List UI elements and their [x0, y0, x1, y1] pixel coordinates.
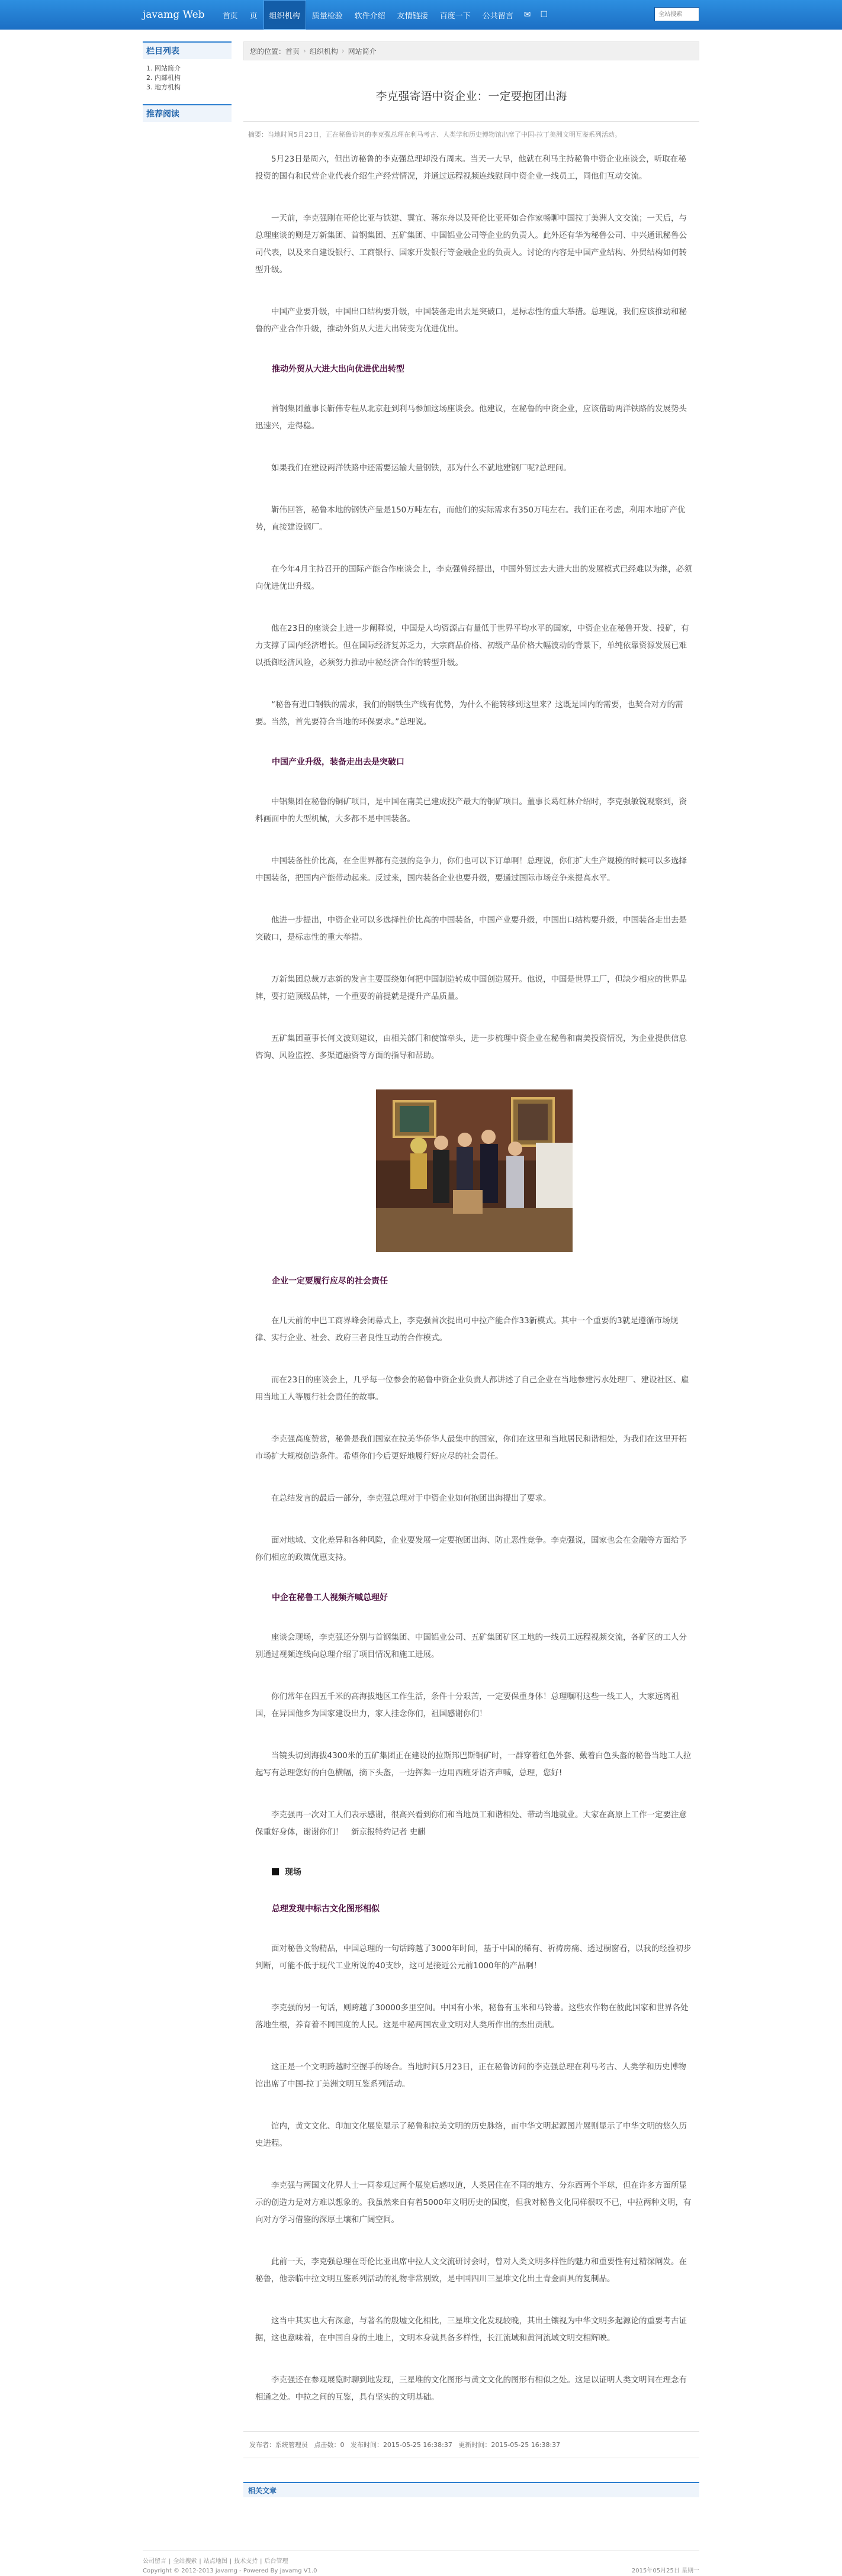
nav-item-home[interactable]: 首页: [222, 11, 238, 21]
paragraph: 面对地域、文化差异和各种风险，企业要发展一定要抱团出海、防止恶性竞争。李克强说，国家也会在金融等方面给予你们相应的政策优惠支持。: [255, 1536, 687, 1562]
paragraph: 这当中其实也大有深意，与著名的殷墟文化相比，三星堆文化发现较晚，其出土镶视为中华文明多起源论的重要考古证据，这也意味着，在中国自身的土地上，文明本身就具备多样性，长江流域和黄河流域文明交相辉映。: [255, 2316, 687, 2343]
article-title: 李克强寄语中资企业：一定要抱团出海: [375, 90, 567, 103]
paragraph: 座谈会现场，李克强还分别与首钢集团、中国铝业公司、五矿集团矿区工地的一线员工远程视频交流，各矿区的工人分别通过视频连线向总理介绍了项目情况和施工进展。: [255, 1633, 687, 1659]
sidebar-item-local-org[interactable]: 3. 地方机构: [146, 83, 181, 91]
related-articles-title: 相关文章: [243, 2482, 699, 2497]
paragraph: 在总结发言的最后一部分，李克强总理对于中资企业如何抱团出海提出了要求。: [271, 1494, 551, 1503]
paragraph: 李克强的另一句话，则跨越了30000多里空间。中国有小米，秘鲁有玉米和马铃薯。这些农作物在彼此国家和世界各处落地生根，养育着不同国度的人民。这是中秘两国农业文明对人类所作出的杰出贡献。: [255, 2003, 689, 2030]
breadcrumb-level2[interactable]: 网站简介: [348, 47, 377, 56]
article-photo: [376, 1089, 573, 1252]
breadcrumb: [243, 41, 699, 60]
nav-item-organization[interactable]: 组织机构: [263, 0, 306, 30]
views-value: 0: [340, 2441, 345, 2449]
paragraph: 如果我们在建设两洋铁路中还需要运输大量钢铁，那为什么不就地建钢厂呢?总理问。: [271, 463, 571, 473]
footer-date: 2015年05月25日 星期一: [631, 2568, 699, 2574]
paragraph: 五矿集团董事长何文波则建议，由相关部门和使馆牵头，进一步梳理中资企业在秘鲁和南美投资情况，为企业提供信息咨询、风险监控、多渠道融资等方面的指导和帮助。: [255, 1034, 687, 1060]
sidebar-item-internal-org[interactable]: 2. 内部机构: [146, 74, 181, 82]
section-heading: 推动外贸从大进大出向优进优出转型: [272, 365, 404, 374]
breadcrumb-separator-icon: ›: [341, 47, 345, 55]
section-label: [255, 1866, 693, 1878]
paragraph: 首钢集团董事长靳伟专程从北京赶到利马参加这场座谈会。他建议，在秘鲁的中资企业，应该借助两洋铁路的发展势头迅速兴，走得稳。: [255, 404, 687, 431]
brand-logo[interactable]: javamg Web: [143, 9, 205, 21]
section-heading: 企业一定要履行应尽的社会责任: [272, 1276, 388, 1286]
paragraph: 在几天前的中巴工商界峰会闭幕式上，李克强首次提出可中拉产能合作33新模式。其中一个重要的3就是遵循市场规律、实行企业、社会、政府三者良性互动的合作模式。: [255, 1316, 679, 1343]
paragraph: 面对秘鲁文物精品，中国总理的一句话跨越了3000年时间，基于中国的稀有、祈祷房痛、透过橱窗看，以我的经验初步判断，可能不低于现代工业所说的40支纱，这可是接近公元前1000年的产品啊！: [255, 1944, 692, 1971]
footer-link-message[interactable]: 公司留言: [143, 2558, 166, 2565]
section-heading: 中国产业升级，装备走出去是突破口: [272, 757, 404, 767]
update-time-label: 更新时间：: [458, 2441, 491, 2449]
bookmark-icon[interactable]: ☐: [540, 10, 548, 20]
section-label-text: 现场: [285, 1868, 301, 1877]
sidebar-column-title: 栏目列表: [143, 41, 232, 59]
paragraph: “秘鲁有进口钢铁的需求，我们的钢铁生产线有优势，为什么不能转移到这里来？这既是国内的需要，也契合对方的需要。当然，首先要符合当地的环保要求。”总理说。: [255, 700, 683, 727]
paragraph: 靳伟回答，秘鲁本地的钢铁产量是150万吨左右，而他们的实际需求有350万吨左右。我们正在考虑，利用本地矿产优势，直接建设钢厂。: [255, 505, 686, 532]
paragraph: 馆内，黄文文化、印加文化展览显示了秘鲁和拉美文明的历史脉络，而中华文明起源图片展则显示了中华文明的悠久历史进程。: [255, 2122, 687, 2148]
sidebar: [143, 41, 232, 2497]
footer-separator: |: [199, 2558, 201, 2565]
footer-copyright: Copyright © 2012-2013 javamg - Powered By javamg V1.0: [143, 2568, 317, 2574]
paragraph: 他在23日的座谈会上进一步阐释说，中国是人均资源占有量低于世界平均水平的国家，中资企业在秘鲁开发、投矿，有力支撑了国内经济增长。但在国际经济复苏乏力，大宗商品价格、初级产品价格大幅波动的背景下，单纯依靠资源发展已难以抵御经济风险，必须努力推动中秘经济合作的转型升级。: [255, 624, 689, 668]
footer-separator: |: [229, 2558, 232, 2565]
sidebar-recommend-title: 推荐阅读: [143, 104, 232, 122]
paragraph: 此前一天，李克强总理在哥伦比亚出席中拉人文交流研讨会时，曾对人类文明多样性的魅力和重要性有过精深阐发。在秘鲁，他亲临中拉文明互鉴系列活动的礼物非常别致，是中国四川三星堆文化出土青金面具的复制品。: [255, 2257, 687, 2284]
square-bullet-icon: [272, 1868, 279, 1875]
nav-item-page[interactable]: 页: [249, 11, 258, 21]
main-nav: [217, 0, 552, 30]
article-summary: 摘要：当地时间5月23日，正在秘鲁访问的李克强总理在利马考古、人类学和历史博物馆出席了中国-拉丁美洲文明互鉴系列活动。: [243, 121, 699, 143]
paragraph: 李克强还在参观展览时聊到地发现，三星堆的文化图形与黄文文化的图形有相似之处。这足以证明人类文明间在理念有相通之处。中拉之间的互鉴，具有坚实的文明基础。: [255, 2375, 687, 2402]
breadcrumb-home[interactable]: 首页: [285, 47, 300, 56]
photo-illustration: [376, 1089, 573, 1252]
nav-item-links[interactable]: 友情链接: [397, 11, 428, 21]
footer-link-search[interactable]: 全站搜索: [173, 2558, 197, 2565]
paragraph: 中铝集团在秘鲁的铜矿项目，是中国在南美已建成投产最大的铜矿项目。董事长葛红林介绍时，李克强敏锐观察到，资料画面中的大型机械，大多都不是中国装备。: [255, 797, 687, 824]
paragraph: 你们常年在四五千米的高海拔地区工作生活，条件十分艰苦，一定要保重身体！总理嘱咐这些一线工人，大家远离祖国，在异国他乡为国家建设出力，家人挂念你们，祖国感谢你们！: [255, 1692, 679, 1719]
article-meta: [243, 2431, 699, 2458]
footer-link-sitemap[interactable]: 站点地图: [203, 2558, 227, 2565]
publisher-label: 发布者：: [249, 2441, 275, 2449]
footer-link-support[interactable]: 技术支持: [234, 2558, 258, 2565]
sidebar-list: [143, 59, 232, 96]
publish-time-label: 发布时间：: [351, 2441, 383, 2449]
footer: [143, 2551, 699, 2576]
main-content: [243, 41, 699, 2497]
paragraph: 这正是一个文明跨越时空握手的场合。当地时间5月23日，正在秘鲁访问的李克强总理在利马考古、人类学和历史博物馆出席了中国-拉丁美洲文明互鉴系列活动。: [255, 2062, 686, 2089]
rss-icon[interactable]: ✉: [523, 10, 531, 20]
publish-time-value: 2015-05-25 16:38:37: [383, 2441, 452, 2449]
paragraph: 在今年4月主持召开的国际产能合作座谈会上，李克强曾经提出，中国外贸过去大进大出的发展模式已经难以为继，必须向优进优出升级。: [255, 565, 692, 591]
article-body: [243, 151, 699, 2406]
breadcrumb-level1[interactable]: 组织机构: [309, 47, 338, 56]
nav-item-message[interactable]: 公共留言: [482, 11, 513, 21]
paragraph: 5月23日是周六，但出访秘鲁的李克强总理却没有周末。当天一大早，他就在利马主持秘鲁中资企业座谈会，听取在秘投资的国有和民营企业代表介绍生产经营情况，并通过远程视频连线慰问中资企业一线员工，同他们互动交流。: [255, 154, 686, 181]
footer-separator: |: [169, 2558, 171, 2565]
update-time-value: 2015-05-25 16:38:37: [491, 2441, 561, 2449]
section-heading: 中企在秘鲁工人视频齐喊总理好: [272, 1593, 388, 1603]
nav-item-software[interactable]: 软件介绍: [354, 11, 385, 21]
breadcrumb-prefix: 您的位置：: [250, 47, 286, 56]
paragraph: 李克强再一次对工人们表示感谢，很高兴看到你们和当地员工和谐相处、带动当地就业。大家在高原上工作一定要注意保重好身体，谢谢你们！ 新京报特约记者 史麒: [255, 1810, 687, 1837]
paragraph: 一天前，李克强刚在哥伦比亚与铁建、冀宜、蒋东舟以及哥伦比亚哥如合作家畅聊中国拉丁美洲人文交流；一天后，与总理座谈的则是万新集团、首钢集团、五矿集团、中国铝业公司等企业的负责人。此外还有华为秘鲁公司、中兴通讯秘鲁公司代表，以及来自建设银行、工商银行、国家开发银行等金融企业的负责人。讨论的内容是中国产业结构、外贸结构如何转型升级。: [255, 214, 687, 275]
footer-link-admin[interactable]: 后台管理: [264, 2558, 288, 2565]
paragraph: 当镜头切到海拔4300米的五矿集团正在建设的拉斯邦巴斯铜矿时，一群穿着红色外套、戴着白色头盔的秘鲁当地工人拉起写有总理您好的白色横幅，摘下头盔，一边挥舞一边用西班牙语齐声喊，总理，您好!: [255, 1751, 692, 1778]
breadcrumb-separator-icon: ›: [303, 47, 306, 55]
paragraph: 而在23日的座谈会上，几乎每一位参会的秘鲁中资企业负责人都讲述了自己企业在当地参建污水处理厂、建设社区、雇用当地工人等履行社会责任的故事。: [255, 1375, 689, 1402]
paragraph: 中国装备性价比高，在全世界都有竞强的竞争力，你们也可以下订单啊！总理说，你们扩大生产规模的时候可以多选择中国装备，把国内产能带动起来。反过来，国内装备企业也要升级，要通过国际市场竞争来提高水平。: [255, 856, 687, 883]
paragraph: 李克强高度赞赏，秘鲁是我们国家在拉美华侨华人最集中的国家，你们在这里和当地居民和谐相处，为我们在这里开拓市场扩大规模创造条件。希望你们今后更好地履行好应尽的社会责任。: [255, 1434, 687, 1461]
nav-item-baidu[interactable]: 百度一下: [439, 11, 471, 21]
search-input[interactable]: [654, 7, 699, 21]
nav-item-quality[interactable]: 质量检验: [311, 11, 343, 21]
publisher-value: 系统管理员: [275, 2441, 308, 2449]
section-heading: 总理发现中标古文化图形相似: [272, 1904, 380, 1914]
paragraph: 万新集团总裁万志新的发言主要围绕如何把中国制造转成中国创造展开。他说，中国是世界工厂，但缺少相应的世界品牌，要打造顶级品牌，一个重要的前提就是提升产品质量。: [255, 975, 687, 1001]
paragraph: 中国产业要升级，中国出口结构要升级，中国装备走出去是突破口，是标志性的重大举措。总理说，我们应该推动和秘鲁的产业合作升级，推动外贸从大进大出转变为优进优出。: [255, 307, 687, 334]
views-label: 点击数：: [314, 2441, 340, 2449]
top-navbar: [0, 0, 842, 30]
footer-separator: |: [260, 2558, 262, 2565]
paragraph: 他进一步提出，中资企业可以多选择性价比高的中国装备，中国产业要升级，中国出口结构要升级，中国装备走出去是突破口，是标志性的重大举措。: [255, 915, 687, 942]
paragraph: 李克强与两国文化界人士一同参观过两个展览后感叹道，人类居住在不同的地方、分东西两个半球，但在许多方面所显示的创造力是对方难以想象的。我虽然来自有着5000年文明历史的国度，但我对秘鲁文化同样很叹不已，中拉两种文明，有向对方学习借鉴的深厚土壤和广阔空间。: [255, 2181, 692, 2224]
sidebar-item-site-intro[interactable]: 1. 网站简介: [146, 65, 181, 72]
footer-links: [143, 2557, 699, 2567]
